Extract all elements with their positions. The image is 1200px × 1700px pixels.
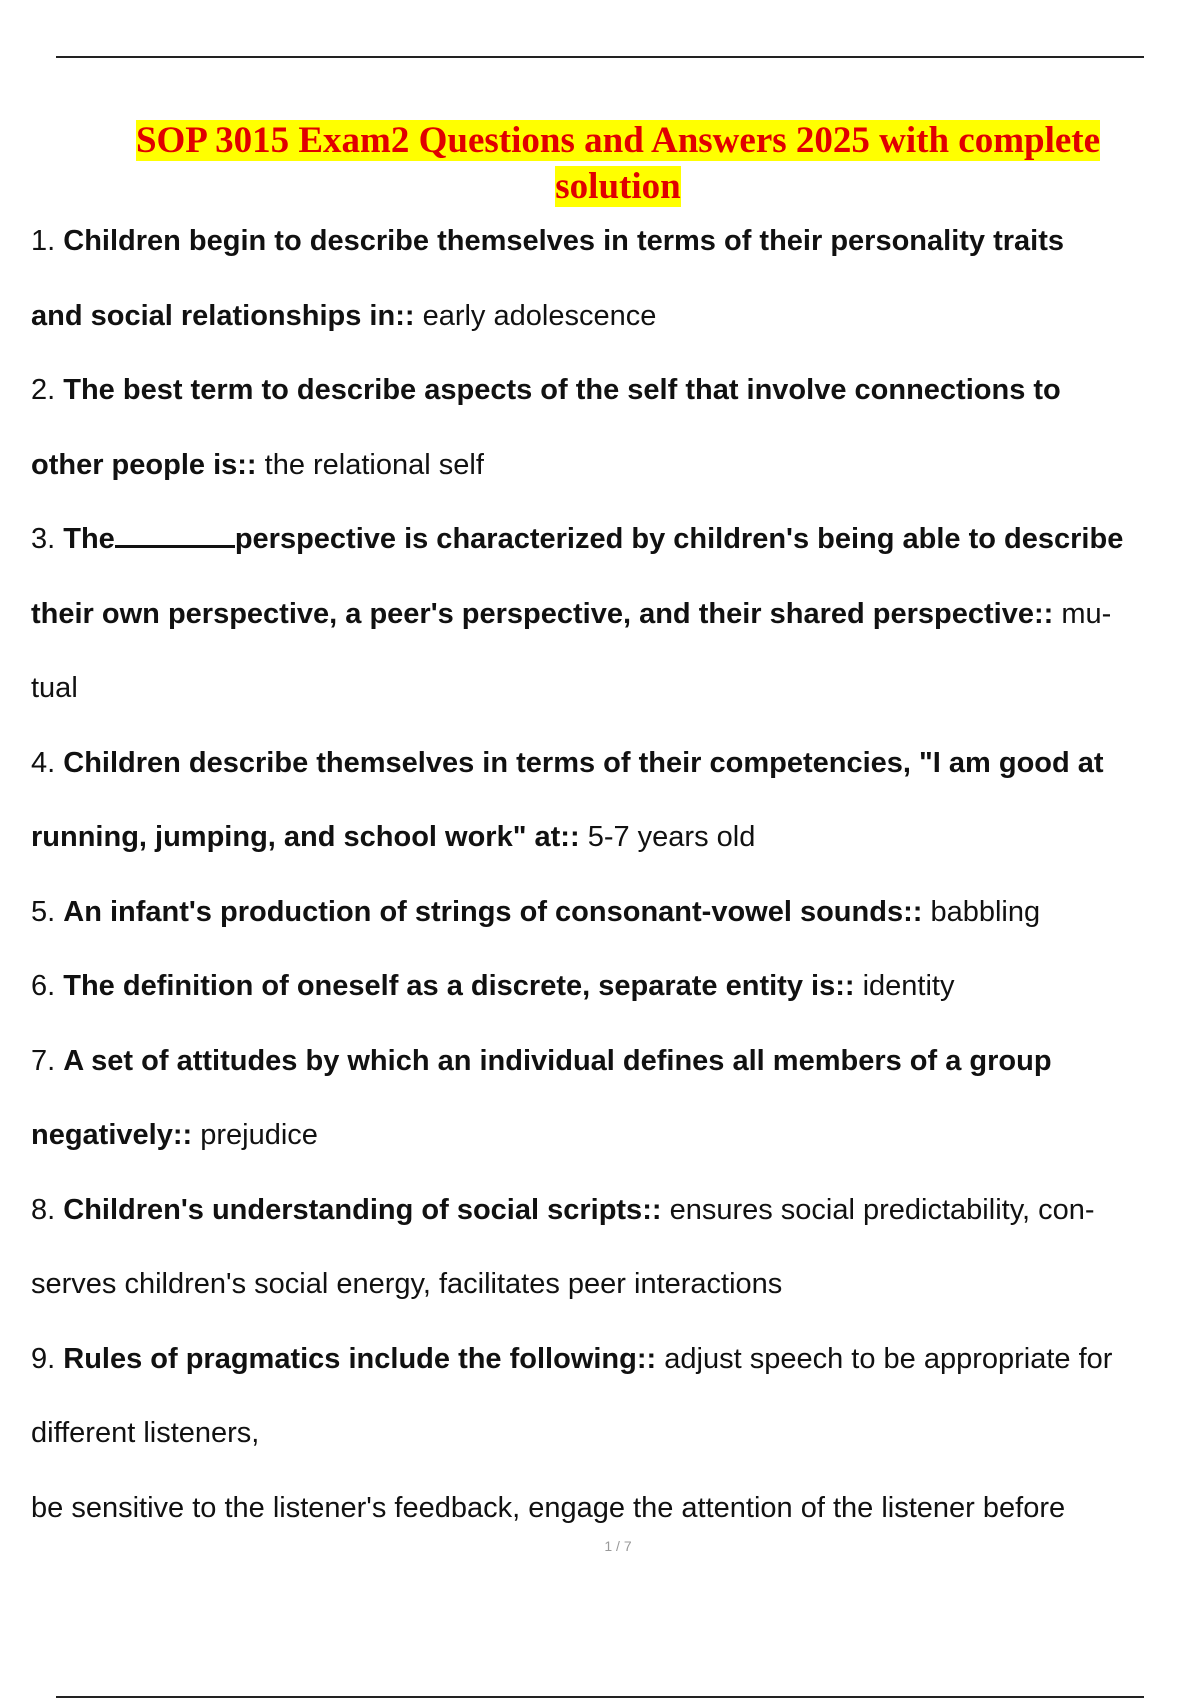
list-item-3-line-3 (31, 651, 1200, 726)
item-number: 5. (31, 895, 56, 928)
list-item-6 (31, 949, 1200, 1024)
list-item-1-line-1 (31, 204, 1200, 279)
page-number: 1 / 7 (604, 1538, 632, 1554)
answer-text: babbling (930, 895, 1041, 928)
answer-text: mu- (1061, 597, 1112, 630)
fill-in-blank (115, 543, 235, 548)
answer-text: early adolescence (422, 299, 657, 332)
list-item-7-line-2 (31, 1098, 1200, 1173)
question-text: and social relationships in:: (31, 299, 415, 332)
answer-text: different listeners, (31, 1417, 260, 1449)
list-item-2-line-2 (31, 428, 1200, 503)
document-title (0, 118, 1200, 210)
list-item-8-line-1 (31, 1173, 1200, 1248)
question-text: Rules of pragmatics include the following:: (63, 1342, 657, 1375)
answer-text: ensures social predictability, con- (669, 1193, 1095, 1226)
item-number: 4. (31, 746, 56, 779)
answer-text: identity (862, 970, 955, 1002)
question-text: Children begin to describe themselves in terms of their personality traits (63, 225, 1065, 257)
question-list (31, 204, 1200, 1545)
answer-text: be sensitive to the listener's feedback, engage the attention of the listener before (31, 1491, 1066, 1524)
list-item-3-line-1 (31, 502, 1200, 577)
title-line-2: solution (555, 166, 681, 207)
answer-text: prejudice (200, 1119, 318, 1151)
item-number: 7. (31, 1044, 56, 1077)
question-text: running, jumping, and school work" at:: (31, 821, 580, 853)
title-line-1: SOP 3015 Exam2 Questions and Answers 2025 with complete (135, 120, 1101, 161)
list-item-4-line-1 (31, 726, 1200, 801)
list-item-8-line-2 (31, 1247, 1200, 1322)
question-text: other people is:: (31, 448, 257, 481)
answer-text: adjust speech to be appropriate for (664, 1342, 1113, 1375)
question-text: their own perspective, a peer's perspective, and their shared perspective:: (31, 597, 1054, 630)
item-number: 3. (31, 523, 56, 555)
list-item-4-line-2 (31, 800, 1200, 875)
list-item-9-line-1 (31, 1322, 1200, 1397)
item-number: 9. (31, 1342, 56, 1375)
question-text: The (63, 523, 115, 555)
item-number: 8. (31, 1193, 56, 1226)
question-text: Children's understanding of social scripts:: (63, 1193, 662, 1226)
list-item-7-line-1 (31, 1024, 1200, 1099)
question-text: The best term to describe aspects of the self that involve connections to (63, 374, 1061, 406)
list-item-9-line-2 (31, 1396, 1200, 1471)
item-number: 2. (31, 374, 56, 406)
bottom-rule (56, 1696, 1144, 1698)
item-number: 6. (31, 970, 56, 1002)
answer-text: 5-7 years old (587, 821, 756, 853)
question-text: perspective is characterized by children's being able to describe (234, 523, 1124, 555)
answer-text: the relational self (264, 448, 484, 481)
list-item-3-line-2 (31, 577, 1200, 652)
list-item-9-line-3 (31, 1471, 1200, 1546)
list-item-1-line-2 (31, 279, 1200, 354)
answer-text: serves children's social energy, facilitates peer interactions (31, 1268, 783, 1300)
list-item-5 (31, 875, 1200, 950)
item-number: 1. (31, 225, 56, 257)
question-text: Children describe themselves in terms of their competencies, "I am good at (63, 746, 1104, 779)
list-item-2-line-1 (31, 353, 1200, 428)
question-text: negatively:: (31, 1119, 193, 1151)
question-text: A set of attitudes by which an individual defines all members of a group (63, 1044, 1052, 1077)
answer-text: tual (31, 672, 78, 704)
question-text: An infant's production of strings of consonant-vowel sounds:: (63, 895, 923, 928)
top-rule (56, 56, 1144, 58)
question-text: The definition of oneself as a discrete, separate entity is:: (63, 970, 855, 1002)
